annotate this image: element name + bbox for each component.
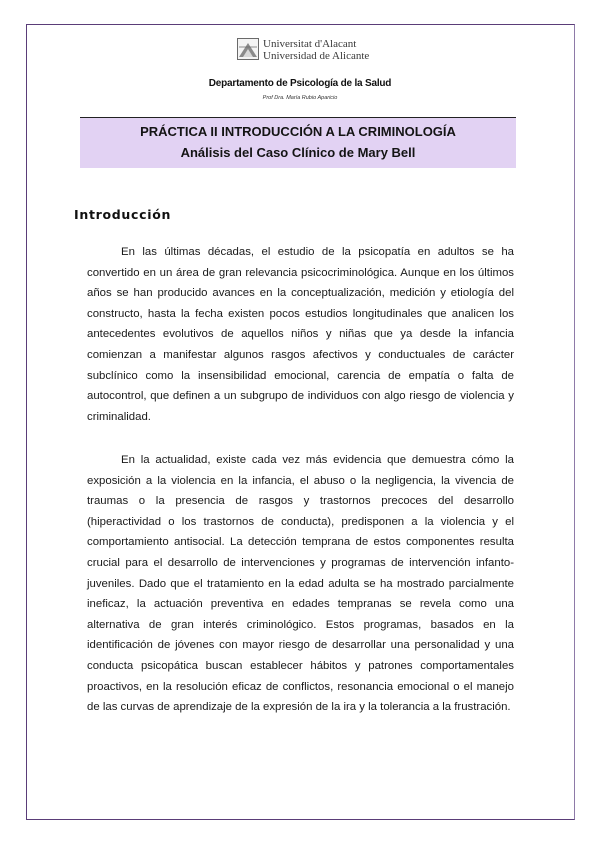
title-band bbox=[80, 118, 516, 168]
section-heading: Introducción bbox=[74, 207, 172, 222]
university-name-ca: Universitat d'Alacant bbox=[263, 38, 357, 50]
department-name: Departamento de Psicología de la Salud bbox=[208, 78, 392, 89]
document-subtitle: Análisis del Caso Clínico de Mary Bell bbox=[180, 145, 416, 160]
document-title: PRÁCTICA II INTRODUCCIÓN A LA CRIMINOLOGÍA bbox=[140, 124, 456, 139]
university-logo-icon bbox=[237, 38, 259, 60]
paragraph-1: En las últimas décadas, el estudio de la psicopatía en adultos se ha convertido en un área de gran relevancia psicocriminológica. Aunque en los últimos años se han producido avances en la conceptualización, medición y etiología del constructo, hasta la fecha existen pocos estudios longitudinales que analicen los antecedentes evolutivos de aquellos niños y niñas que ya desde la infancia comienzan a manifestar algunos rasgos afectivos y conductuales de carácter subclínico como la insensibilidad emocional, carencia de empatía o falta de autocontrol, que definen a un subgrupo de individuos con algo riesgo de violencia y criminalidad. bbox=[87, 246, 514, 423]
university-logo bbox=[237, 38, 397, 64]
professor-name: Prof Dra. María Rubio Aparicio bbox=[262, 95, 338, 101]
university-name-es: Universidad de Alicante bbox=[263, 50, 370, 62]
paragraph-2: En la actualidad, existe cada vez más evidencia que demuestra cómo la exposición a la violencia en la infancia, el abuso o la negligencia, la vivencia de traumas o la presencia de rasgos y trastornos precoces del desarrollo (hiperactividad o los trastornos de conducta), predisponen a la violencia y el comportamiento antisocial. La detección temprana de estos componentes resulta crucial para el desarrollo de intervenciones y programas de intervención infanto-juveniles. Dado que el tratamiento en la edad adulta se ha mostrado parcialmente ineficaz, la actuación preventiva en edades tempranas se revela como una alternativa de gran interés criminológico. Estos programas, basados en la identificación de jóvenes con mayor riesgo de desarrollar una personalidad y una conducta psicopática buscan establecer hábitos y patrones comportamentales proactivos, en la resolución eficaz de conflictos, resonancia emocional o el manejo de las curvas de aprendizaje de la expresión de la ira y la tolerancia a la frustración. bbox=[87, 454, 514, 714]
